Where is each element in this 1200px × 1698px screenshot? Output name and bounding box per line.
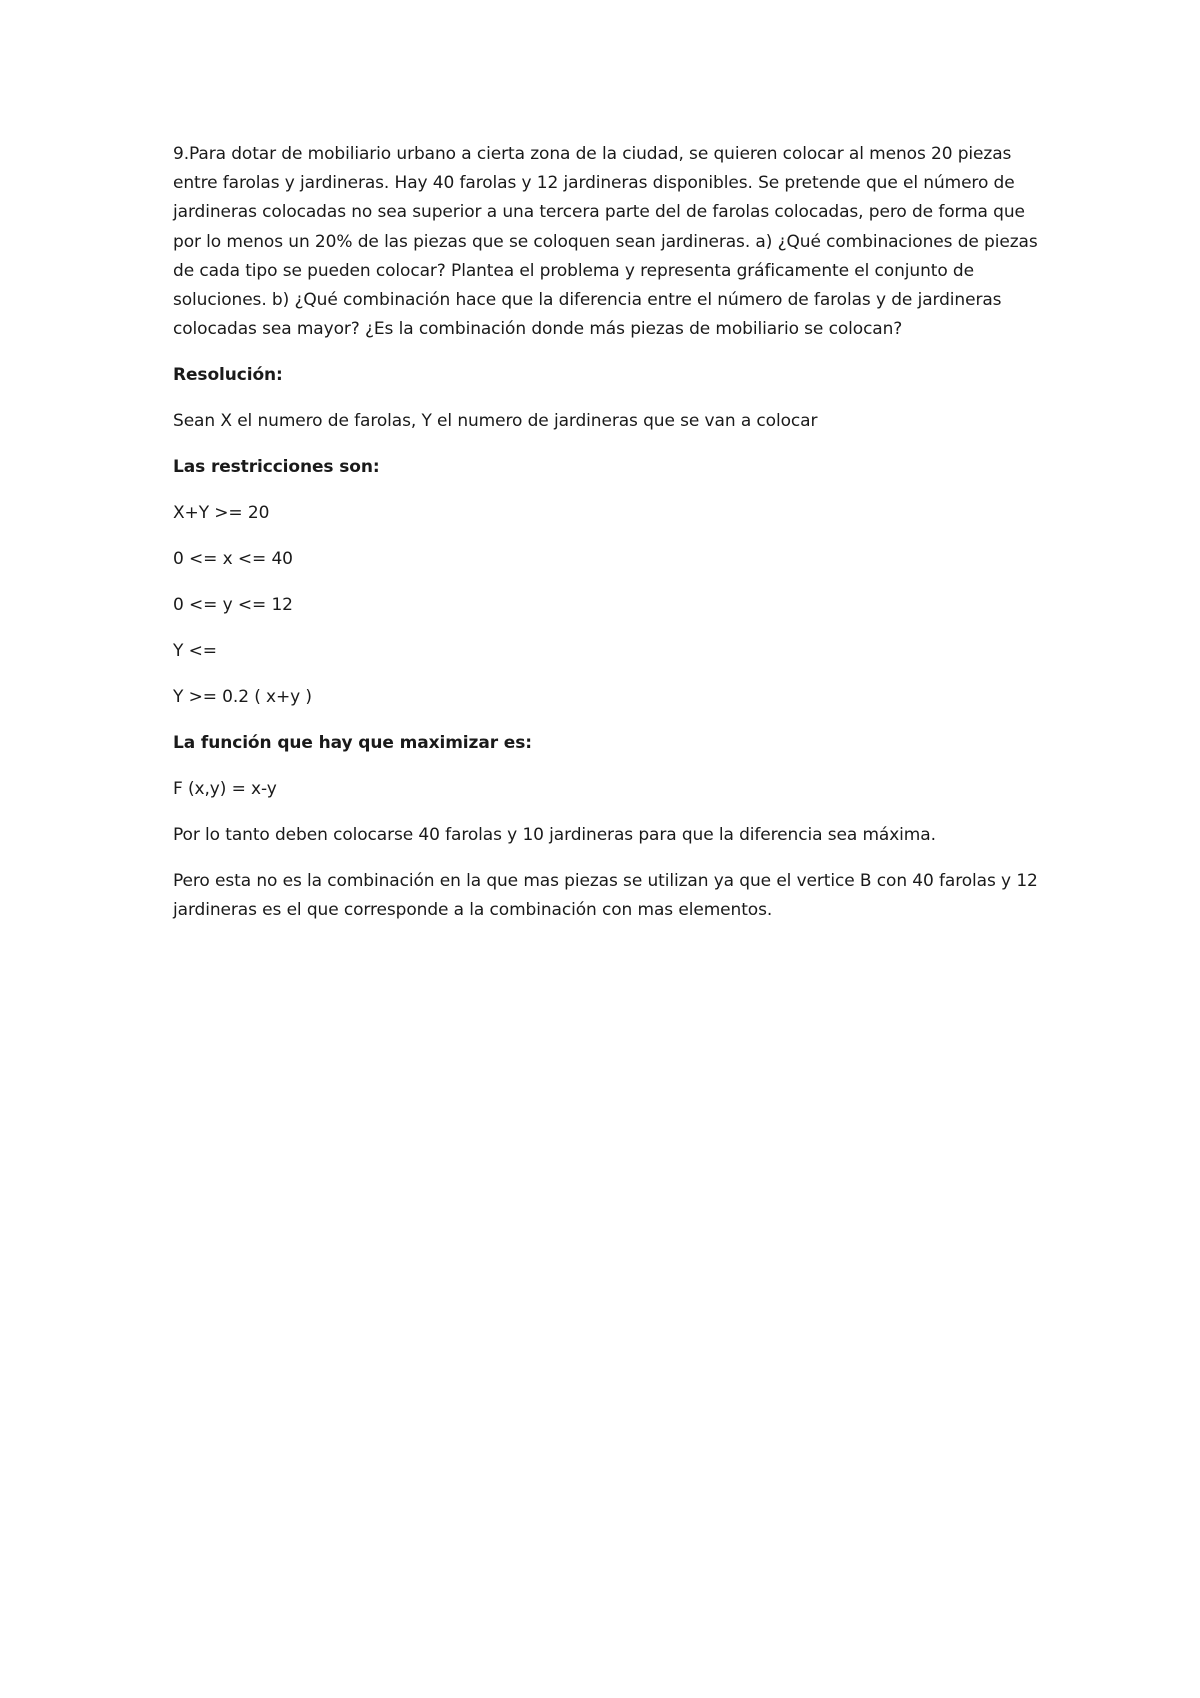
- restriction-4: Y <=: [173, 641, 217, 662]
- resolution-heading: Resolución:: [173, 365, 283, 386]
- variables-line: Sean X el numero de farolas, Y el numero de jardineras que se van a colocar: [173, 411, 818, 432]
- restriction-5: Y >= 0.2 ( x+y ): [173, 687, 312, 708]
- restrictions-heading: Las restricciones son:: [173, 457, 380, 478]
- objective-heading: La función que hay que maximizar es:: [173, 733, 532, 754]
- document-body: [173, 140, 1043, 942]
- restriction-1: X+Y >= 20: [173, 503, 270, 524]
- conclusion-1: Por lo tanto deben colocarse 40 farolas y 10 jardineras para que la diferencia sea máxima.: [173, 825, 936, 846]
- restriction-3: 0 <= y <= 12: [173, 595, 293, 616]
- problem-statement: 9.Para dotar de mobiliario urbano a cierta zona de la ciudad, se quieren colocar al menos 20 piezas entre farolas y jardineras. Hay 40 farolas y 12 jardineras disponibles. Se pretende que el número de jardineras colocadas no sea superior a una tercera parte del de farolas colocadas, pero de forma que por lo menos un 20% de las piezas que se coloquen sean jardineras. a) ¿Qué combinaciones de piezas de cada tipo se pueden colocar? Plantea el problema y representa gráficamente el conjunto de soluciones. b) ¿Qué combinación hace que la diferencia entre el número de farolas y de jardineras colocadas sea mayor? ¿Es la combinación donde más piezas de mobiliario se colocan?: [173, 144, 1038, 340]
- objective-function: F (x,y) = x-y: [173, 779, 277, 800]
- restriction-2: 0 <= x <= 40: [173, 549, 293, 570]
- conclusion-2: Pero esta no es la combinación en la que mas piezas se utilizan ya que el vertice B con 40 farolas y 12 jardineras es el que corresponde a la combinación con mas elementos.: [173, 871, 1038, 921]
